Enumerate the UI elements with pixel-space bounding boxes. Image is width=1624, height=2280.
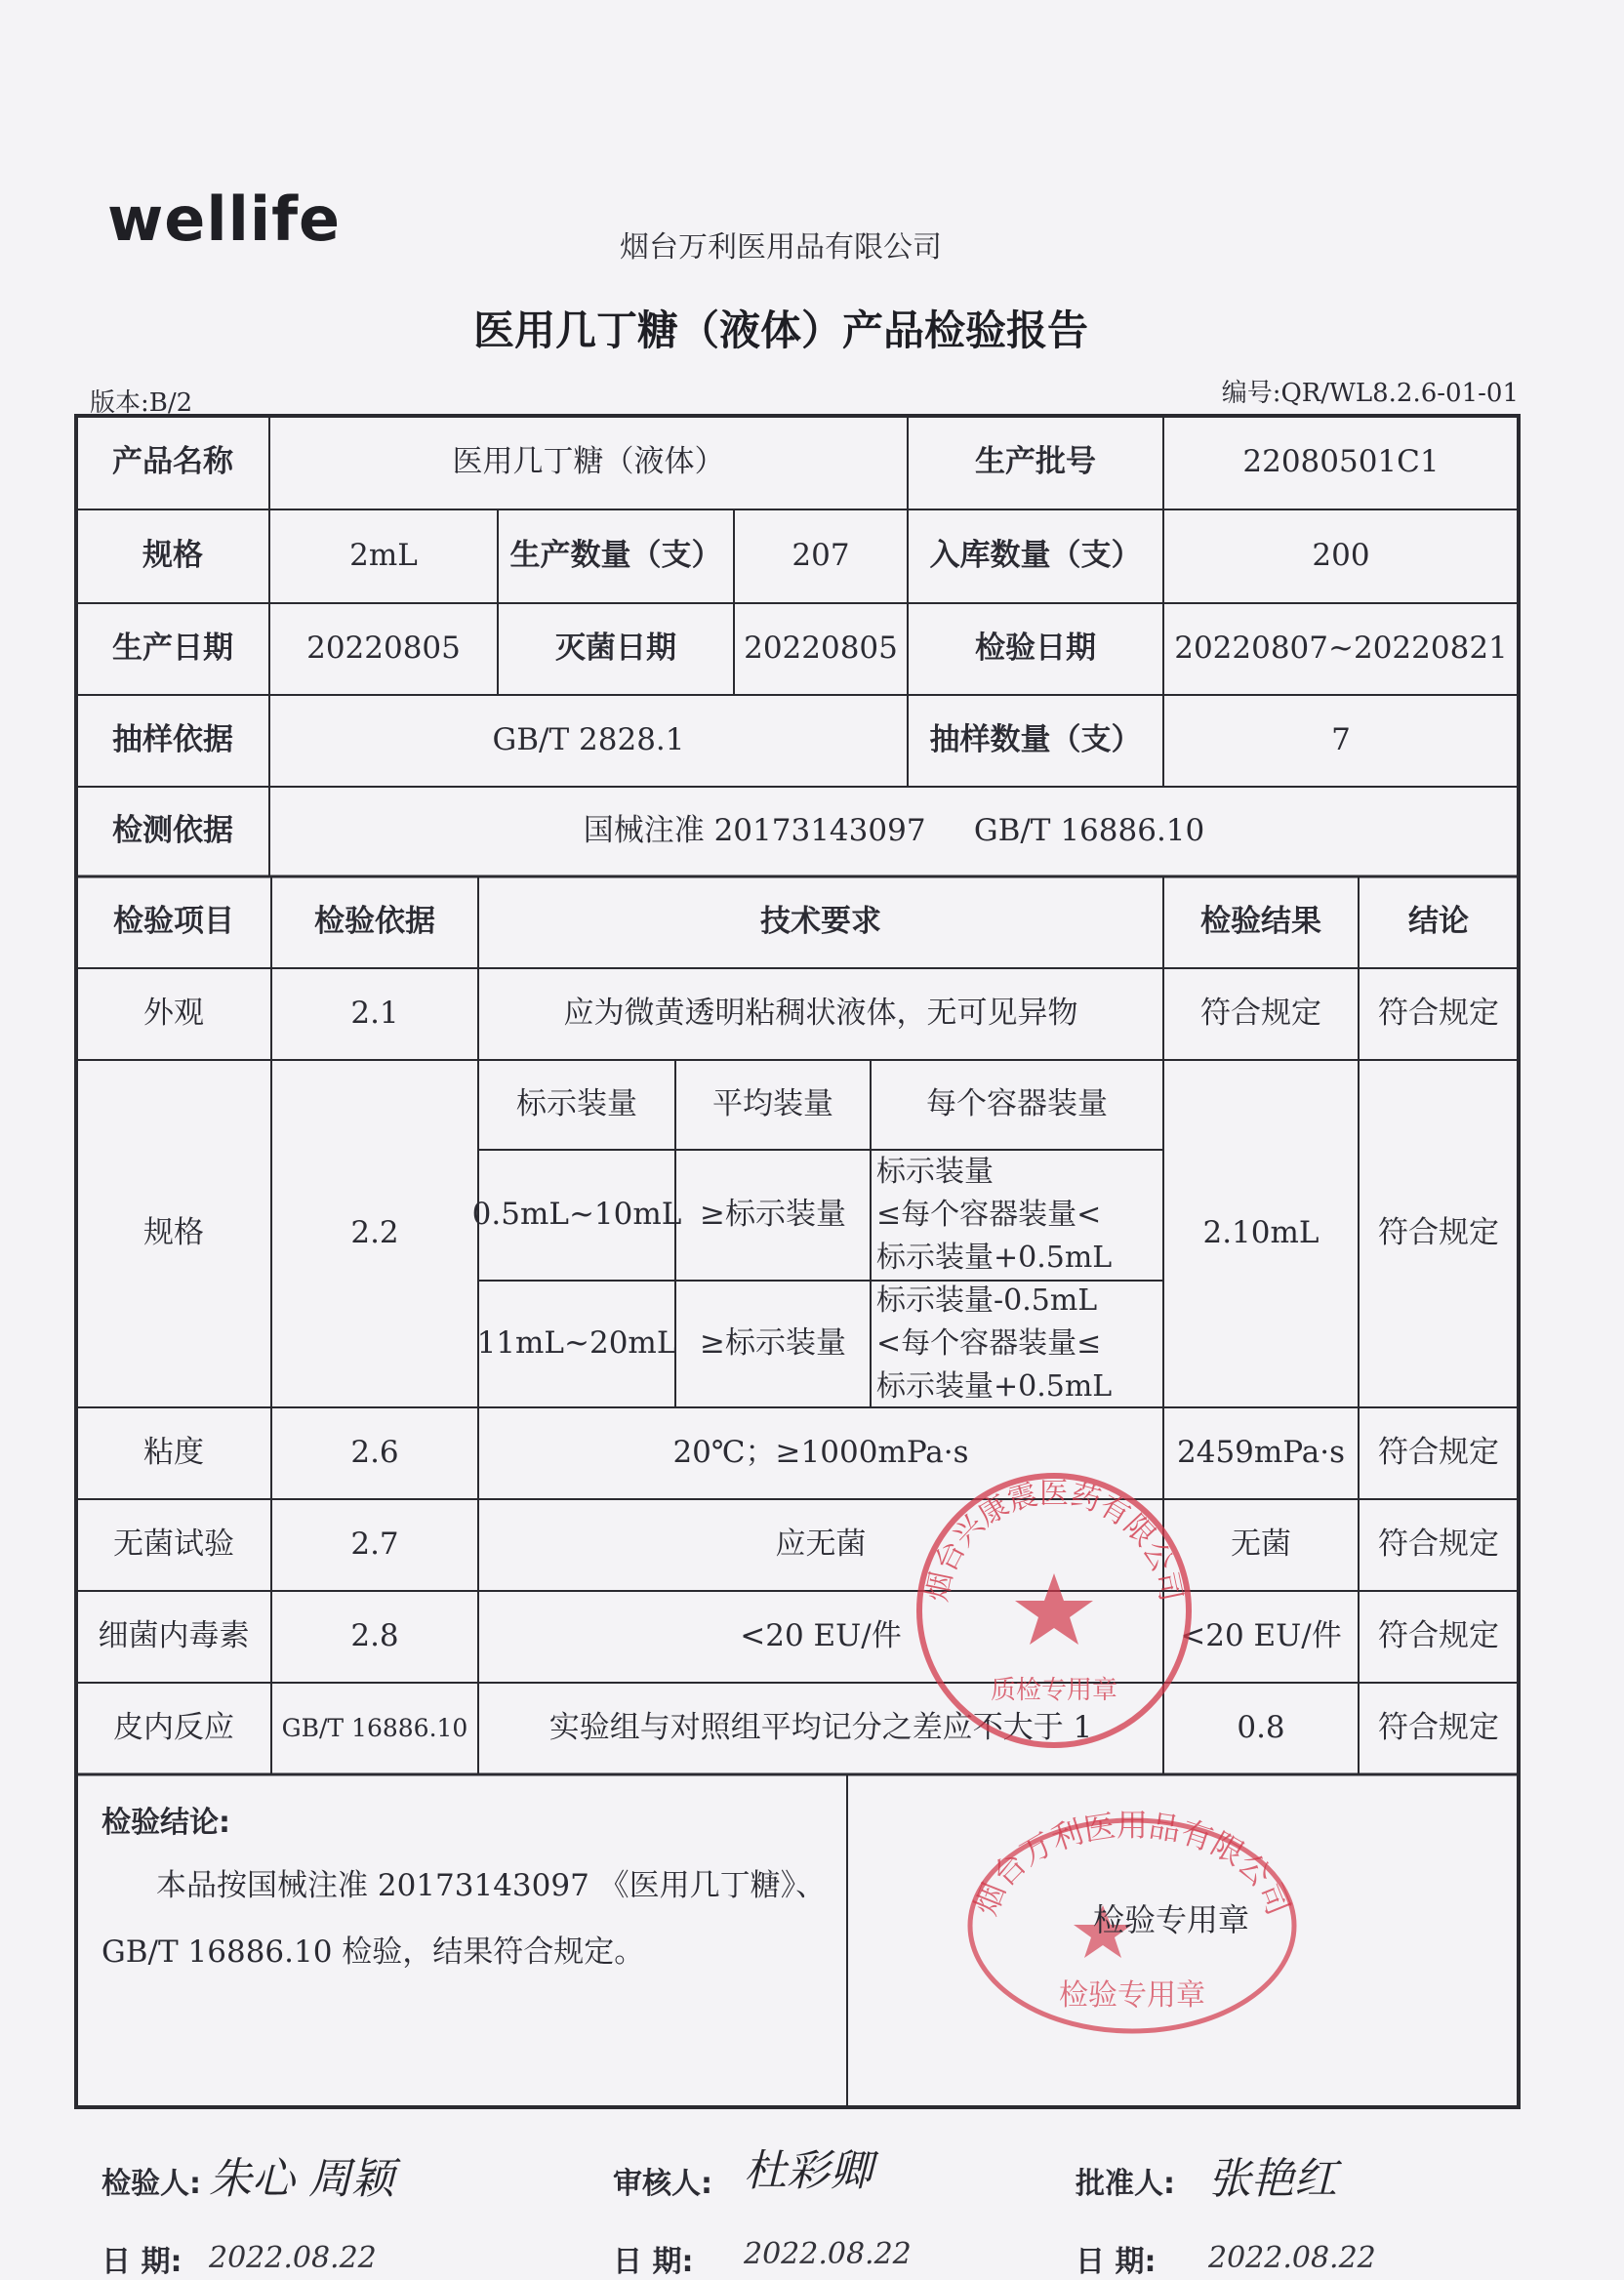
sterilization-date-label: 灭菌日期	[555, 631, 676, 667]
endotoxin-result: <20 EU/件	[1180, 1618, 1342, 1654]
sterility-result: 无菌	[1231, 1527, 1291, 1563]
spec-row1-range: 0.5mL~10mL	[471, 1197, 682, 1233]
spec-result: 2.10mL	[1202, 1215, 1320, 1251]
intracutaneous-conclusion: 符合规定	[1378, 1710, 1499, 1746]
batch-label: 生产批号	[975, 444, 1096, 480]
product-name-label: 产品名称	[112, 444, 233, 480]
header-test-item: 检验项目	[113, 904, 234, 940]
header-test-basis: 检验依据	[314, 904, 435, 940]
batch-value: 22080501C1	[1242, 444, 1440, 480]
company-name: 烟台万利医用品有限公司	[620, 230, 942, 265]
spec-row1-average: ≥标示装量	[700, 1197, 846, 1233]
spec-basis: 2.2	[350, 1215, 399, 1251]
spec-row2-range: 11mL~20mL	[476, 1325, 677, 1362]
viscosity-requirement: 20℃；≥1000mPa·s	[672, 1435, 969, 1471]
approver-date: 2022.08.22	[1208, 2241, 1376, 2275]
sterilization-date-value: 20220805	[744, 631, 898, 667]
seal1-star-icon	[1015, 1573, 1093, 1645]
appearance-result: 符合规定	[1200, 996, 1321, 1032]
version-label: 版本:B/2	[90, 388, 193, 418]
intracutaneous-requirement: 实验组与对照组平均记分之差应不大于 1	[548, 1710, 1093, 1746]
spec-row2-line1: 标示装量-0.5mL	[876, 1283, 1098, 1318]
viscosity-basis: 2.6	[350, 1435, 399, 1471]
spec-subheader-labeled: 标示装量	[516, 1086, 637, 1122]
spec-row2-average: ≥标示装量	[700, 1325, 846, 1362]
sampling-basis-label: 抽样依据	[112, 722, 233, 758]
seal1-subtext: 质检专用章	[990, 1676, 1118, 1705]
spec-row2-each	[871, 1281, 1163, 1407]
test-basis-label: 检测依据	[112, 813, 233, 849]
reviewer-label: 审核人:	[613, 2167, 712, 2201]
spec-item: 规格	[143, 1215, 204, 1251]
product-name-value: 医用几丁糖（液体）	[452, 444, 725, 480]
endotoxin-requirement: <20 EU/件	[740, 1618, 902, 1654]
conclusion-line1: 本品按国械注准 20173143097 《医用几丁糖》、	[156, 1868, 827, 1903]
sampling-quantity-value: 7	[1331, 722, 1351, 758]
header-conclusion: 结论	[1408, 904, 1469, 940]
header-requirement: 技术要求	[760, 904, 881, 940]
reviewer-signature: 杜彩卿	[744, 2146, 873, 2196]
conclusion-text	[102, 1852, 843, 1985]
seal1-arc-text: 烟台兴康震医药有限公司	[919, 1476, 1189, 1605]
header-result: 检验结果	[1200, 904, 1321, 940]
intracutaneous-basis: GB/T 16886.10	[281, 1713, 468, 1742]
stock-quantity-label: 入库数量（支）	[929, 538, 1142, 574]
test-date-value: 20220807~20220821	[1174, 631, 1508, 667]
spec-value: 2mL	[349, 538, 418, 574]
appearance-item: 外观	[143, 996, 204, 1032]
conclusion-heading: 检验结论:	[102, 1806, 230, 1840]
spec-row2-line3: 标示装量+0.5mL	[876, 1369, 1113, 1404]
appearance-requirement: 应为微黄透明粘稠状液体，无可见异物	[563, 996, 1078, 1032]
inspector-date-label: 日 期:	[102, 2245, 183, 2279]
seal2-bottom-text: 检验专用章	[1059, 1978, 1205, 2013]
seal2-center-text: 检验专用章	[1092, 1901, 1250, 1938]
endotoxin-basis: 2.8	[350, 1618, 399, 1654]
company-seal-1	[908, 1464, 1200, 1757]
test-date-label: 检验日期	[975, 631, 1096, 667]
spec-row2-line2: <每个容器装量≤	[876, 1326, 1102, 1361]
viscosity-result: 2459mPa·s	[1177, 1435, 1345, 1471]
report-title: 医用几丁糖（液体）产品检验报告	[472, 306, 1088, 354]
inspector-label: 检验人:	[102, 2167, 201, 2201]
viscosity-item: 粘度	[143, 1435, 204, 1471]
test-basis-value: 国械注准 20173143097 GB/T 16886.10	[583, 813, 1205, 849]
spec-row1-line2: ≤每个容器装量<	[876, 1198, 1102, 1232]
inspection-seal	[956, 1804, 1308, 2048]
spec-conclusion: 符合规定	[1378, 1215, 1499, 1251]
appearance-basis: 2.1	[350, 996, 399, 1032]
approver-label: 批准人:	[1076, 2167, 1175, 2201]
spec-label: 规格	[142, 538, 203, 574]
company-logo: wellife	[107, 183, 342, 255]
document-number: 编号:QR/WL8.2.6-01-01	[1221, 379, 1519, 408]
reviewer-date: 2022.08.22	[744, 2237, 912, 2271]
spec-row1-each	[871, 1150, 1163, 1281]
viscosity-conclusion: 符合规定	[1378, 1435, 1499, 1471]
stock-quantity-value: 200	[1312, 538, 1370, 574]
spec-subheader-each: 每个容器装量	[926, 1086, 1108, 1122]
production-date-value: 20220805	[306, 631, 461, 667]
endotoxin-item: 细菌内毒素	[98, 1618, 250, 1654]
inspector-date: 2022.08.22	[209, 2241, 377, 2275]
intracutaneous-item: 皮内反应	[113, 1710, 234, 1746]
production-quantity-value: 207	[792, 538, 850, 574]
sterility-basis: 2.7	[350, 1527, 399, 1563]
spec-row1-line1: 标示装量	[876, 1155, 994, 1189]
endotoxin-conclusion: 符合规定	[1378, 1618, 1499, 1654]
intracutaneous-result: 0.8	[1237, 1710, 1285, 1746]
approver-signature: 张艳红	[1208, 2154, 1337, 2204]
production-date-label: 生产日期	[112, 631, 233, 667]
sampling-quantity-label: 抽样数量（支）	[929, 722, 1142, 758]
approver-date-label: 日 期:	[1076, 2245, 1157, 2279]
sampling-basis-value: GB/T 2828.1	[492, 722, 685, 758]
spec-subheader-average: 平均装量	[712, 1086, 833, 1122]
inspector-signature: 朱心 周颖	[209, 2154, 394, 2204]
sterility-item: 无菌试验	[113, 1527, 234, 1563]
spec-row1-line3: 标示装量+0.5mL	[876, 1241, 1113, 1275]
reviewer-date-label: 日 期:	[613, 2245, 694, 2279]
production-quantity-label: 生产数量（支）	[509, 538, 722, 574]
seal2-arc-text: 烟台万利医用品有限公司	[966, 1807, 1298, 1921]
sterility-requirement: 应无菌	[775, 1527, 867, 1563]
conclusion-line2: GB/T 16886.10 检验，结果符合规定。	[102, 1934, 645, 1970]
sterility-conclusion: 符合规定	[1378, 1527, 1499, 1563]
appearance-conclusion: 符合规定	[1378, 996, 1499, 1032]
